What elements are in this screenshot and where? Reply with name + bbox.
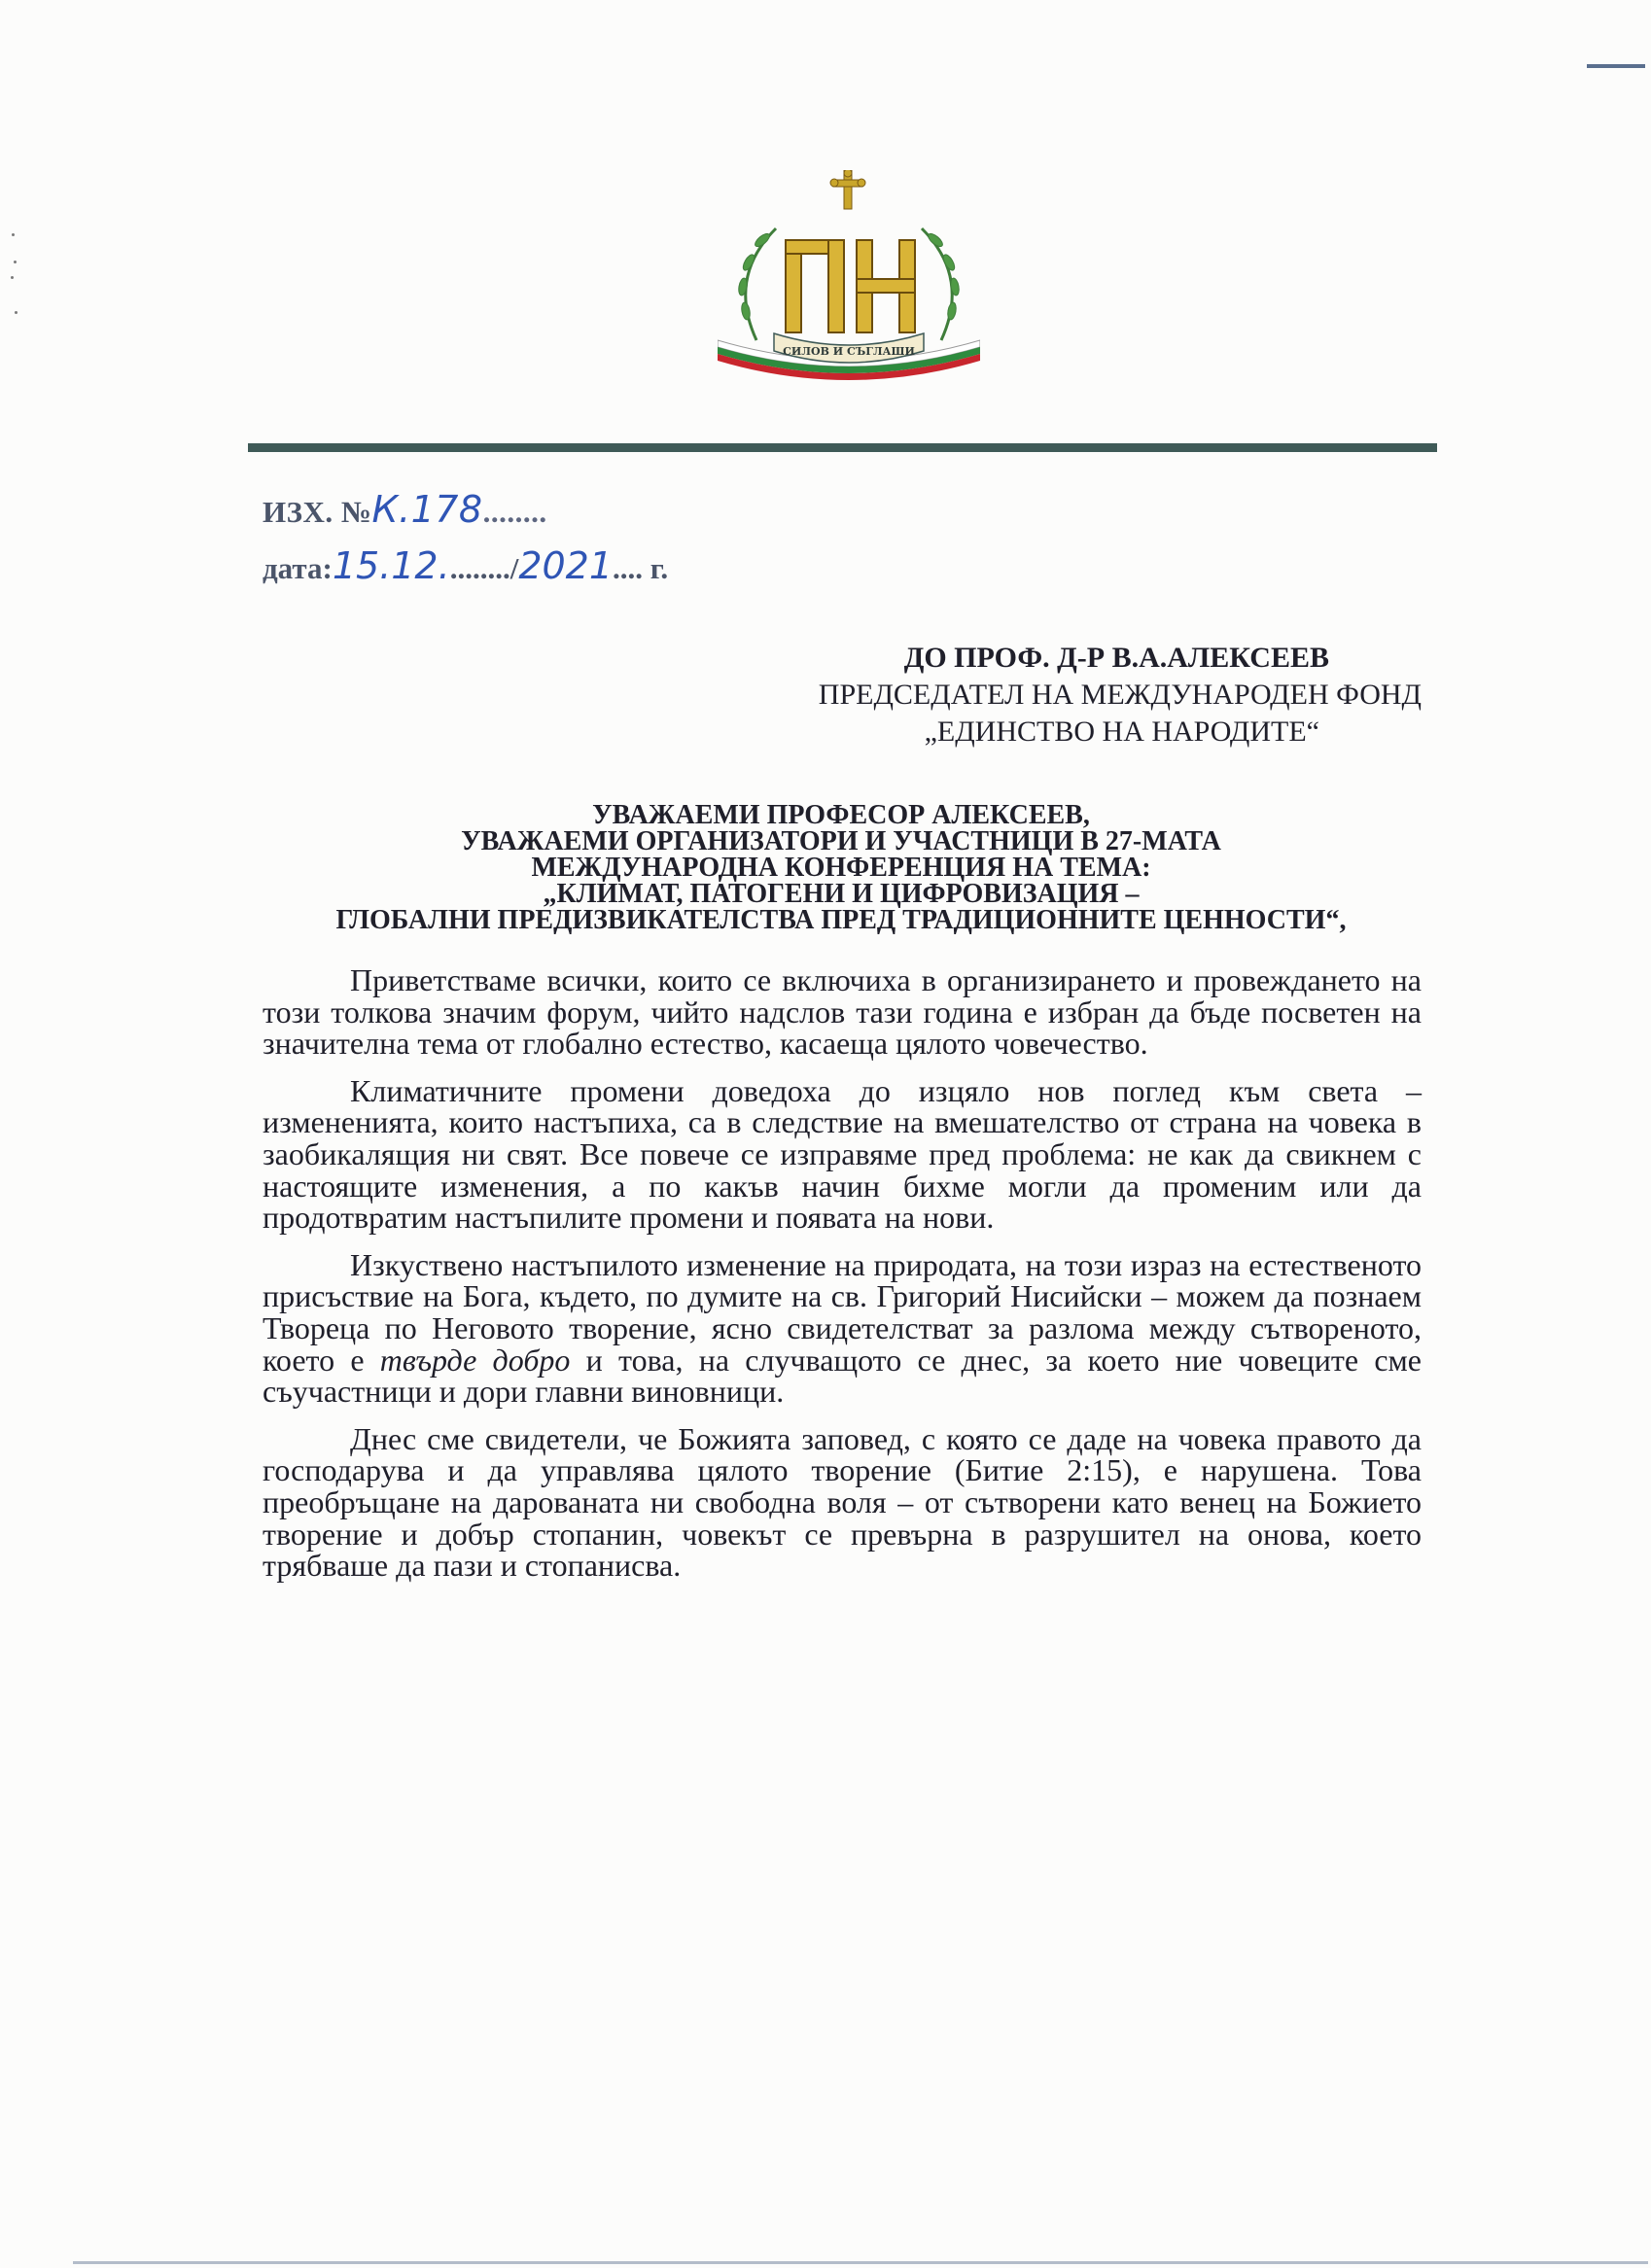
monogram-icon	[786, 240, 915, 332]
salutation-line: УВАЖАЕМИ ОРГАНИЗАТОРИ И УЧАСТНИЦИ В 27-МАТА	[461, 826, 1221, 856]
paragraph	[263, 1246, 1423, 1410]
salutation-line: ГЛОБАЛНИ ПРЕДИЗВИКАТЕЛСТВА ПРЕД ТРАДИЦИОННИТЕ ЦЕННОСТИ“,	[335, 905, 1347, 935]
paragraph: Приветстваме всички, които се включиха в организирането и провеждането на този толкова значим форум, чийто надслов тази година е избран да бъде посветен на значителна тема от глобално естество, касаеща цялото човечество.	[263, 962, 1422, 1062]
laurel-wreath-icon	[737, 228, 960, 340]
dotted-fill: ........	[449, 551, 510, 585]
addressee-block	[819, 640, 1422, 750]
paragraph-text: и това, на случващото се днес, за което ние човеците сме съучастници и дори главни виновници.	[263, 1342, 1423, 1410]
addressee-organization: „ЕДИНСТВО НА НАРОДИТЕ“	[924, 715, 1319, 748]
outgoing-number-handwritten: К.178	[371, 488, 483, 531]
date-line	[263, 544, 668, 587]
institution-logo	[718, 170, 980, 389]
date-label: дата:	[263, 551, 333, 585]
date-suffix: г.	[650, 551, 669, 585]
addressee-name: ДО ПРОФ. Д-Р В.А.АЛЕКСЕЕВ	[903, 642, 1329, 674]
scan-specks	[10, 233, 19, 321]
paragraph: Днес сме свидетели, че Божията заповед, с която се даде на човека правото да господарува и да управлява цялото творение (Битие 2:15), е нарушена. Това преобръщане на дарованата ни свободна воля – от сътворени като венец на Божието творение и добър стопанин, човекът се превърна в разрушител на онова, което трябваше да пази и стопанисва.	[263, 1420, 1422, 1584]
dotted-fill: ........	[482, 495, 547, 529]
addressee-position: ПРЕДСЕДАТЕЛ НА МЕЖДУНАРОДЕН ФОНД	[818, 679, 1422, 711]
dotted-fill: ....	[613, 551, 644, 585]
header-divider	[248, 443, 1437, 452]
salutation-block	[243, 802, 1439, 933]
date-year-handwritten: 2021	[518, 544, 614, 587]
paragraph: Климатичните промени доведоха до изцяло нов поглед към света – измененията, които настъпиха, са в следствие на вмешателство от страна на човека в заобикалящия ни свят. Все повече се изправяме пред проблема: не как да свикнем с настоящите изменения, а по какъв начин бихме могли да променим или да продотвратим настъпилите промени и появата на нови.	[263, 1072, 1422, 1236]
salutation-line: МЕЖДУНАРОДНА КОНФЕРЕНЦИЯ НА ТЕМА:	[531, 853, 1151, 883]
outgoing-label: ИЗХ. №	[263, 495, 372, 529]
salutation-line: УВАЖАЕМИ ПРОФЕСОР АЛЕКСЕЕВ,	[592, 800, 1090, 830]
logo-motto: СИЛОВ И СЪГЛАШИ	[783, 345, 915, 358]
salutation-line: „КЛИМАТ, ПАТОГЕНИ И ЦИФРОВИЗАЦИЯ –	[543, 879, 1140, 909]
scan-edge-line	[73, 2261, 1648, 2264]
letter-body	[263, 964, 1422, 1597]
paragraph-text: Изкуствено настъпилото изменение на природата, на този израз на естественото присъствие на Бога, където, по думите на св. Григорий Нисийски – можем да познаем Твореца по Неговото творение, ясно свидетелстват за разлома между сътвореното, което е	[263, 1246, 1422, 1378]
outgoing-number-line	[263, 488, 547, 531]
emphasis-text: твърде добро	[379, 1342, 571, 1378]
cross-icon	[830, 170, 865, 209]
date-day-month-handwritten: 15.12.	[332, 544, 450, 587]
date-separator: /	[509, 551, 519, 585]
scan-edge-mark	[1587, 64, 1645, 68]
